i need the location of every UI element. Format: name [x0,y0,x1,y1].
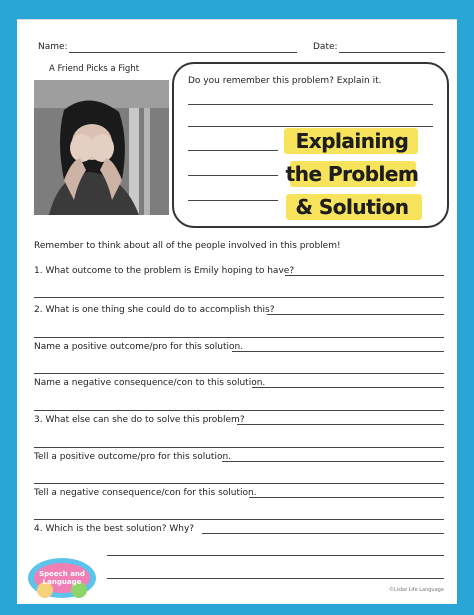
story-title: A Friend Picks a Fight [49,64,140,74]
date-label: Date: [313,42,338,52]
answer-line[interactable] [222,461,444,462]
answer-line[interactable] [34,483,444,484]
callout-line[interactable] [188,200,278,201]
copyright-text: ©Lisbe Life Language [389,587,444,593]
remember-question: Do you remember this problem? Explain it. [188,76,382,86]
answer-line[interactable] [34,519,444,520]
negative-consequence-2: Tell a negative consequence/con for this solution. [34,488,257,498]
answer-line[interactable] [34,297,444,298]
answer-line[interactable] [107,555,444,556]
title-line-1: Explaining [295,129,409,153]
question-1: 1. What outcome to the problem is Emily hoping to have? [34,266,295,276]
reminder-text: Remember to think about all of the people involved in this problem! [34,241,341,251]
answer-line[interactable] [249,497,444,498]
callout-line[interactable] [188,150,278,151]
callout-line[interactable] [188,175,278,176]
title-line-3: & Solution [295,195,409,219]
girl-crying-illustration [34,80,169,215]
worksheet-page [17,19,457,604]
story-photo [34,80,169,215]
answer-line[interactable] [237,424,444,425]
explain-problem-box [172,62,449,228]
answer-line[interactable] [285,275,444,276]
positive-outcome-1: Name a positive outcome/pro for this solution. [34,342,244,352]
answer-line[interactable] [34,373,444,374]
negative-consequence-1: Name a negative consequence/con to this solution. [34,378,266,388]
logo-text: Speech and Language [39,570,85,586]
answer-line[interactable] [252,387,444,388]
question-2: 2. What is one thing she could do to accomplish this? [34,305,275,315]
answer-line[interactable] [34,337,444,338]
answer-line[interactable] [232,351,444,352]
answer-line[interactable] [34,447,444,448]
name-line[interactable] [69,52,297,53]
answer-line[interactable] [107,578,444,579]
answer-line[interactable] [202,533,444,534]
title-line-2: the Problem [285,162,419,186]
answer-line[interactable] [267,314,444,315]
callout-line[interactable] [188,104,433,105]
date-line[interactable] [339,52,445,53]
speech-language-logo [25,548,99,600]
question-4: 4. Which is the best solution? Why? [34,524,195,534]
name-label: Name: [38,42,68,52]
question-3: 3. What else can she do to solve this problem? [34,415,245,425]
positive-outcome-2: Tell a positive outcome/pro for this solution. [34,452,232,462]
answer-line[interactable] [34,410,444,411]
callout-line[interactable] [188,126,433,127]
